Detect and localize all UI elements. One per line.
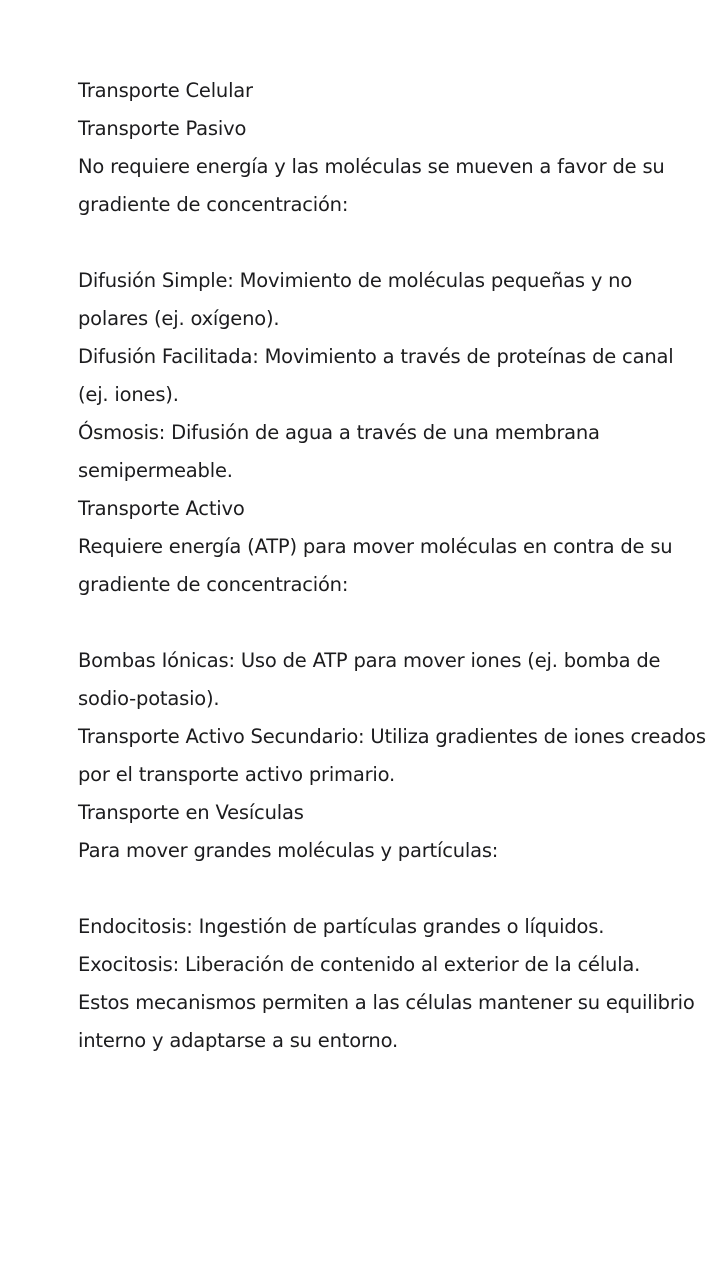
section-intro-pasivo: No requiere energía y las moléculas se mueven a favor de su gradiente de concentración: (78, 155, 665, 216)
list-item: Transporte Activo Secundario: Utiliza gradientes de iones creados por el transporte activo primario. (78, 725, 706, 786)
section-intro-activo: Requiere energía (ATP) para mover moléculas en contra de su gradiente de concentración: (78, 535, 673, 596)
list-item: Ósmosis: Difusión de agua a través de una membrana semipermeable. (78, 421, 600, 482)
list-item: Difusión Simple: Movimiento de moléculas pequeñas y no polares (ej. oxígeno). (78, 269, 633, 330)
list-item: Bombas Iónicas: Uso de ATP para mover iones (ej. bomba de sodio-potasio). (78, 649, 661, 710)
paragraph-gap (78, 224, 708, 262)
paragraph-gap (78, 604, 708, 642)
section-heading-vesiculas: Transporte en Vesículas (78, 801, 304, 824)
section-heading-activo: Transporte Activo (78, 497, 245, 520)
list-item: Difusión Facilitada: Movimiento a través de proteínas de canal (ej. iones). (78, 345, 674, 406)
section-heading-pasivo: Transporte Pasivo (78, 117, 247, 140)
section-intro-vesiculas: Para mover grandes moléculas y partículas: (78, 839, 499, 862)
conclusion-text: Estos mecanismos permiten a las células mantener su equilibrio interno y adaptarse a su entorno. (78, 991, 695, 1052)
paragraph-gap (78, 870, 708, 908)
list-item: Endocitosis: Ingestión de partículas grandes o líquidos. (78, 915, 605, 938)
document-title: Transporte Celular (78, 79, 253, 102)
document-body (78, 72, 708, 1060)
list-item: Exocitosis: Liberación de contenido al exterior de la célula. (78, 953, 641, 976)
